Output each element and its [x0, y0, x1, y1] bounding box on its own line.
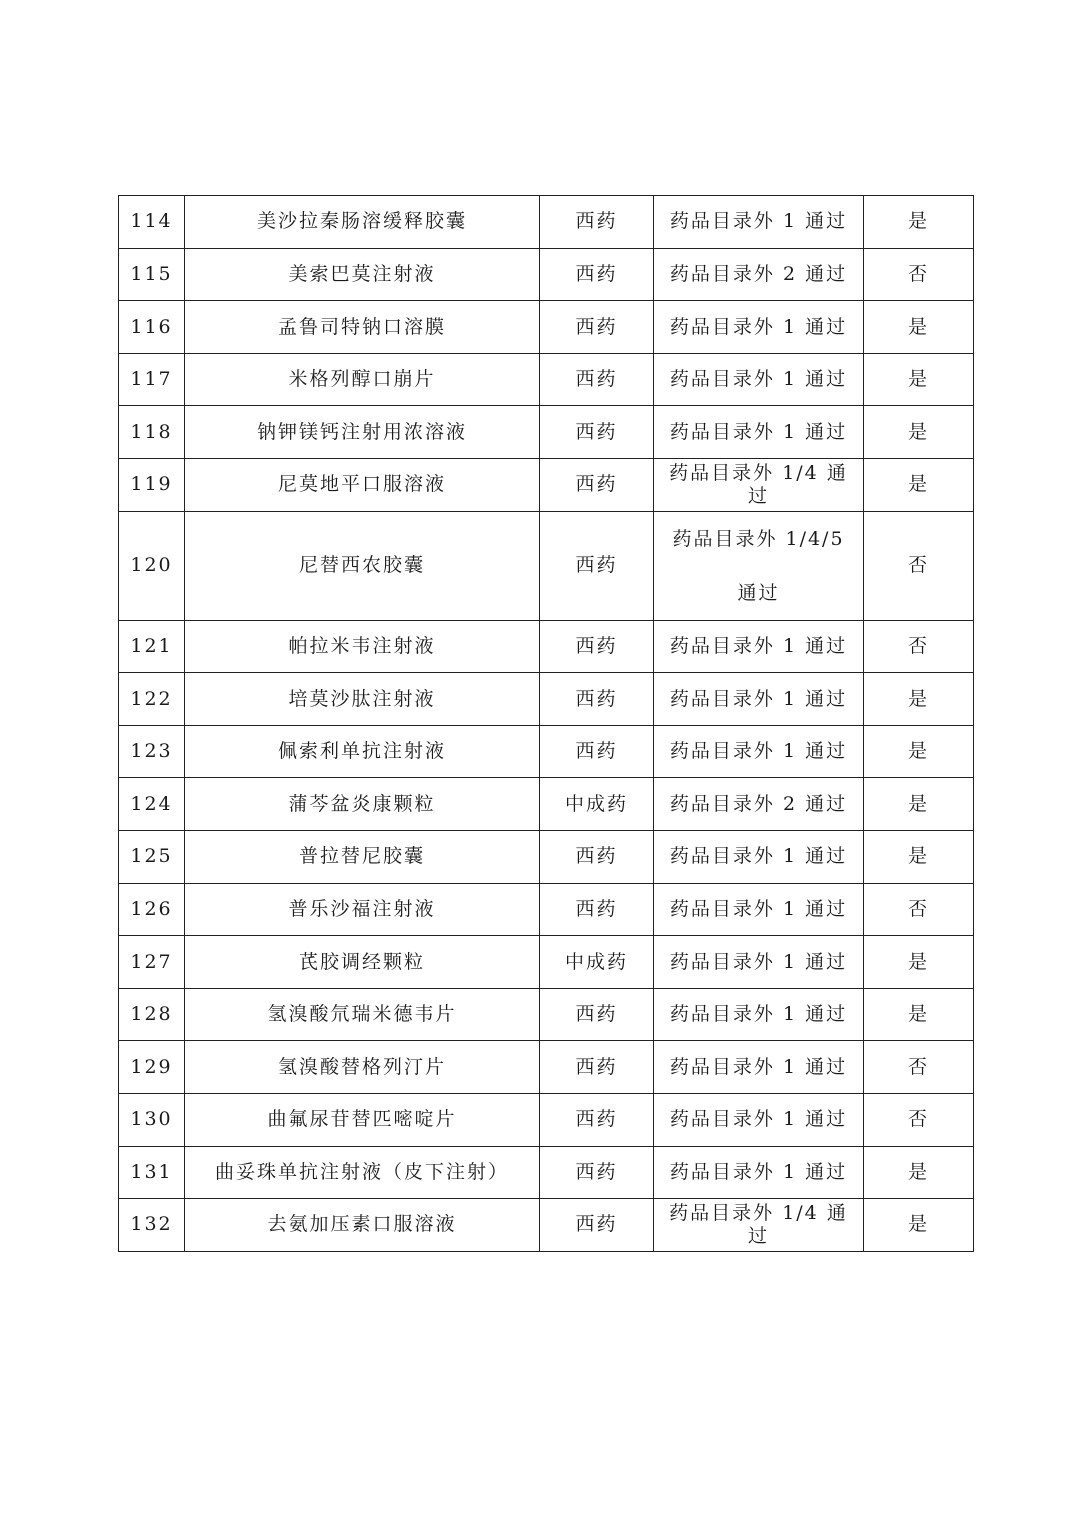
drug-name: 尼替西农胶囊: [185, 511, 540, 620]
review-status: 药品目录外 1 通过: [654, 1146, 864, 1199]
review-status: 药品目录外 1 通过: [654, 1041, 864, 1094]
drug-type: 西药: [540, 883, 654, 936]
drug-type: 西药: [540, 1146, 654, 1199]
review-status: 药品目录外 1 通过: [654, 883, 864, 936]
flag-value: 是: [864, 673, 974, 726]
review-status: 药品目录外 2 通过: [654, 778, 864, 831]
drug-type: 西药: [540, 673, 654, 726]
drug-type: 西药: [540, 458, 654, 511]
flag-value: 否: [864, 511, 974, 620]
drug-type: 中成药: [540, 778, 654, 831]
table-row: [119, 1146, 974, 1199]
row-number: 122: [119, 673, 185, 726]
row-number: 115: [119, 248, 185, 301]
drug-type: 西药: [540, 353, 654, 406]
table-row: [119, 778, 974, 831]
review-status: 药品目录外 1 通过: [654, 1093, 864, 1146]
review-status: 药品目录外 1 通过: [654, 301, 864, 354]
row-number: 127: [119, 936, 185, 989]
drug-name: 蒲芩盆炎康颗粒: [185, 778, 540, 831]
flag-value: 否: [864, 883, 974, 936]
row-number: 120: [119, 511, 185, 620]
drug-type: 西药: [540, 301, 654, 354]
row-number: 130: [119, 1093, 185, 1146]
drug-name: 氢溴酸替格列汀片: [185, 1041, 540, 1094]
review-status: 药品目录外 2 通过: [654, 248, 864, 301]
row-number: 128: [119, 988, 185, 1041]
review-status: 药品目录外 1/4 通过: [654, 458, 864, 511]
drug-name: 佩索利单抗注射液: [185, 725, 540, 778]
flag-value: 是: [864, 406, 974, 459]
flag-value: 是: [864, 778, 974, 831]
drug-name: 曲妥珠单抗注射液（皮下注射）: [185, 1146, 540, 1199]
flag-value: 否: [864, 1093, 974, 1146]
row-number: 114: [119, 196, 185, 249]
flag-value: 否: [864, 620, 974, 673]
drug-name: 培莫沙肽注射液: [185, 673, 540, 726]
drug-name: 芪胶调经颗粒: [185, 936, 540, 989]
drug-type: 西药: [540, 196, 654, 249]
table-row: [119, 936, 974, 989]
row-number: 117: [119, 353, 185, 406]
review-status: 药品目录外 1/4/5 通过: [654, 511, 864, 620]
review-status: 药品目录外 1 通过: [654, 673, 864, 726]
drug-name: 氢溴酸氘瑞米德韦片: [185, 988, 540, 1041]
row-number: 118: [119, 406, 185, 459]
row-number: 129: [119, 1041, 185, 1094]
drug-type: 西药: [540, 1041, 654, 1094]
flag-value: 是: [864, 301, 974, 354]
table-row: [119, 673, 974, 726]
drug-type: 西药: [540, 248, 654, 301]
drug-type: 西药: [540, 725, 654, 778]
drug-type: 西药: [540, 988, 654, 1041]
row-number: 121: [119, 620, 185, 673]
row-number: 116: [119, 301, 185, 354]
review-status: 药品目录外 1 通过: [654, 988, 864, 1041]
table-row: [119, 301, 974, 354]
drug-name: 普乐沙福注射液: [185, 883, 540, 936]
drug-name: 美沙拉秦肠溶缓释胶囊: [185, 196, 540, 249]
drug-name: 美索巴莫注射液: [185, 248, 540, 301]
table-row: [119, 511, 974, 620]
row-number: 119: [119, 458, 185, 511]
drug-type: 中成药: [540, 936, 654, 989]
row-number: 131: [119, 1146, 185, 1199]
drug-type: 西药: [540, 406, 654, 459]
table-row: [119, 883, 974, 936]
row-number: 125: [119, 830, 185, 883]
flag-value: 否: [864, 1041, 974, 1094]
row-number: 123: [119, 725, 185, 778]
table-row: [119, 830, 974, 883]
review-status: 药品目录外 1 通过: [654, 936, 864, 989]
flag-value: 是: [864, 353, 974, 406]
table-row: [119, 1041, 974, 1094]
flag-value: 是: [864, 936, 974, 989]
drug-list-table: [118, 195, 974, 1252]
drug-name: 帕拉米韦注射液: [185, 620, 540, 673]
review-status: 药品目录外 1 通过: [654, 196, 864, 249]
drug-type: 西药: [540, 511, 654, 620]
table-row: [119, 620, 974, 673]
drug-type: 西药: [540, 1093, 654, 1146]
table-row: [119, 353, 974, 406]
table-row: [119, 725, 974, 778]
row-number: 124: [119, 778, 185, 831]
review-status: 药品目录外 1/4 通过: [654, 1199, 864, 1252]
drug-name: 尼莫地平口服溶液: [185, 458, 540, 511]
flag-value: 是: [864, 196, 974, 249]
table-row: [119, 406, 974, 459]
review-status: 药品目录外 1 通过: [654, 725, 864, 778]
review-status: 药品目录外 1 通过: [654, 406, 864, 459]
drug-name: 曲氟尿苷替匹嘧啶片: [185, 1093, 540, 1146]
drug-type: 西药: [540, 1199, 654, 1252]
drug-name: 米格列醇口崩片: [185, 353, 540, 406]
row-number: 132: [119, 1199, 185, 1252]
drug-name: 孟鲁司特钠口溶膜: [185, 301, 540, 354]
table-row: [119, 988, 974, 1041]
table-row: [119, 196, 974, 249]
flag-value: 否: [864, 248, 974, 301]
drug-type: 西药: [540, 830, 654, 883]
review-status: 药品目录外 1 通过: [654, 620, 864, 673]
flag-value: 是: [864, 725, 974, 778]
table-row: [119, 248, 974, 301]
drug-name: 普拉替尼胶囊: [185, 830, 540, 883]
flag-value: 是: [864, 830, 974, 883]
flag-value: 是: [864, 988, 974, 1041]
review-status: 药品目录外 1 通过: [654, 353, 864, 406]
table-row: [119, 1093, 974, 1146]
drug-name: 去氨加压素口服溶液: [185, 1199, 540, 1252]
table-row: [119, 1199, 974, 1252]
drug-name: 钠钾镁钙注射用浓溶液: [185, 406, 540, 459]
flag-value: 是: [864, 1199, 974, 1252]
table-row: [119, 458, 974, 511]
flag-value: 是: [864, 1146, 974, 1199]
flag-value: 是: [864, 458, 974, 511]
row-number: 126: [119, 883, 185, 936]
review-status: 药品目录外 1 通过: [654, 830, 864, 883]
drug-type: 西药: [540, 620, 654, 673]
